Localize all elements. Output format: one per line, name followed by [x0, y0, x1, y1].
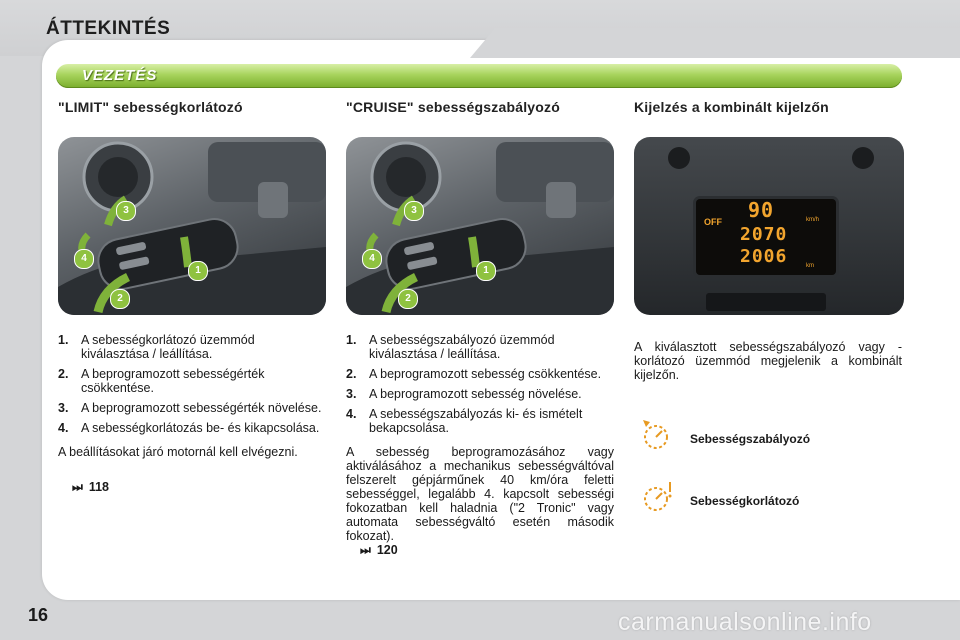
section-title: VEZETÉS: [82, 67, 158, 84]
callout-4: 4: [74, 249, 94, 269]
limit-stalk-photo: [58, 137, 326, 315]
list-item: 4. A sebességkorlátozás be- és kikapcsolása.: [58, 421, 320, 435]
list-item: 4. A sebességszabályozás ki- és ismételt bekapcsolása.: [346, 407, 583, 435]
fast-forward-icon: ⏭: [72, 480, 83, 494]
limit-heading: "LIMIT" sebességkorlátozó: [58, 99, 243, 115]
display-heading: Kijelzés a kombinált kijelzőn: [634, 99, 829, 115]
warning-lamp-icon: [668, 147, 690, 169]
callout-4: 4: [362, 249, 382, 269]
list-item: 2. A beprogramozott sebességérték csökkentése.: [58, 367, 265, 395]
lcd-speed-unit: km/h: [806, 217, 820, 223]
cruise-stalk-photo: [346, 137, 614, 315]
lcd-speed: 90: [748, 198, 775, 222]
page-title: ÁTTEKINTÉS: [46, 18, 171, 39]
lower-display: [706, 293, 826, 311]
speed-limiter-icon: [640, 480, 674, 512]
instrument-cluster-photo: [634, 137, 904, 315]
list-item: 1. A sebességkorlátozó üzemmód kiválasztása / leállítása.: [58, 333, 255, 361]
limit-column: [58, 99, 328, 494]
list-item: 3. A beprogramozott sebességérték növelése.: [58, 401, 322, 415]
limit-page-ref[interactable]: ⏭ 118: [72, 480, 109, 494]
list-item: 2. A beprogramozott sebesség csökkentése.: [346, 367, 602, 381]
callout-3: 3: [404, 201, 424, 221]
cruise-heading: "CRUISE" sebességszabályozó: [346, 99, 560, 115]
legend-label: Sebességkorlátozó: [690, 494, 800, 508]
limit-steps: [58, 333, 326, 441]
list-item: 1. A sebességszabályozó üzemmód kiválasztása / leállítása.: [346, 333, 555, 361]
legend-cruise: [634, 418, 904, 458]
lcd-line-2: 2070: [740, 224, 788, 245]
panel-notch: [470, 28, 960, 58]
page-number: 16: [28, 605, 49, 625]
lcd-off-indicator: OFF: [704, 217, 722, 227]
limit-note: A beállításokat járó motornál kell elvégezni.: [58, 445, 298, 459]
multifunction-lcd: [696, 199, 836, 275]
watermark: carmanualsonline.info: [618, 608, 872, 636]
cruise-note: A sebesség beprogramozásához vagy aktiválásához a mechanikus sebességváltóval felszerelt gépjárműnek 40 km/óra feletti sebességgel, legalább 4. kapcsolt sebességi fokozatban kell haladnia ("2 Tronic" vagy automata sebességváltó esetén második fokozat).: [346, 445, 614, 543]
callout-2: 2: [110, 289, 130, 309]
display-column: [634, 99, 904, 508]
callout-1: 1: [476, 261, 496, 281]
legend-label: Sebességszabályozó: [690, 432, 811, 446]
section-bar: [56, 64, 902, 88]
lcd-distance-unit: km: [806, 263, 814, 269]
cruise-column: [346, 99, 616, 557]
callout-3: 3: [116, 201, 136, 221]
callout-2: 2: [398, 289, 418, 309]
legend-limiter: [634, 480, 904, 520]
lcd-line-3: 2006: [740, 246, 788, 267]
display-description: A kiválasztott sebességszabályozó vagy -korlátozó üzemmód megjelenik a kombinált kijelzőn.: [634, 340, 902, 382]
cruise-control-icon: [640, 418, 674, 450]
fast-forward-icon: ⏭: [360, 543, 371, 557]
warning-lamp-icon: [852, 147, 874, 169]
cruise-steps: [346, 333, 614, 441]
callout-1: 1: [188, 261, 208, 281]
cruise-page-ref[interactable]: ⏭ 120: [360, 543, 398, 557]
list-item: 3. A beprogramozott sebesség növelése.: [346, 387, 582, 401]
